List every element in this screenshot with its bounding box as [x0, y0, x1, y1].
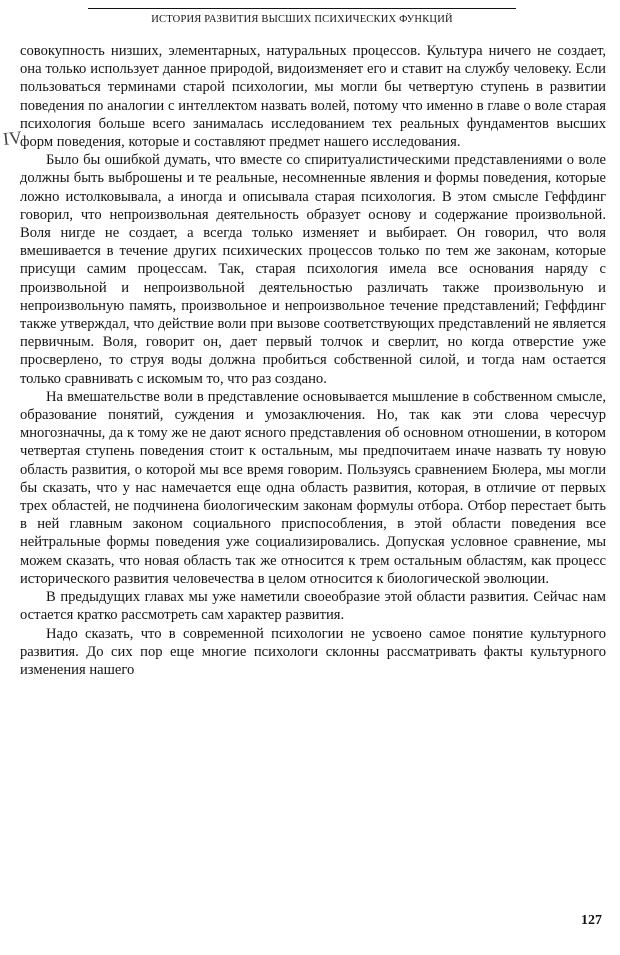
- running-header: ИСТОРИЯ РАЗВИТИЯ ВЫСШИХ ПСИХИЧЕСКИХ ФУНКЦИЙ: [151, 14, 453, 25]
- page-number: 127: [581, 913, 602, 928]
- header-rule: [88, 8, 516, 9]
- paragraph: Надо сказать, что в современной психологии не усвоено самое понятие культурного развития. До сих пор еще многие психологи склонны рассматривать факты культурного изменения нашего: [20, 625, 606, 678]
- margin-annotation: IV: [1, 127, 23, 149]
- paragraph: совокупность низших, элементарных, натуральных процессов. Культура ничего не создает, она только использует данное природой, видоизменяет его и ставит на службу человеку. Если пользоваться терминами старой психологии, мы могли бы четвертую ступень в развитии поведения по аналогии с интеллектом назвать волей, потому что именно в главе о воле старая психология больше всего занималась исследованием тех реальных фундаментов высших форм поведения, которые и составляют предмет нашего исследования.: [20, 43, 606, 151]
- paragraph: В предыдущих главах мы уже наметили своеобразие этой области развития. Сейчас нам остается кратко рассмотреть сам характер развития.: [20, 589, 606, 624]
- paragraph: На вмешательстве воли в представление основывается мышление в собственном смысле, образование понятий, суждения и умозаключения. Но, так как эти слова чересчур многозначны, да к тому же не дают ясного представления об основном отношении, в котором четвертая ступень поведения стоит к остальным, мы предпочитаем иначе назвать ту новую область развития, о которой мы все время говорим. Пользуясь сравнением Бюлера, мы могли бы сказать, что у нас намечается еще одна область развития, которая, в отличие от первых трех областей, не подчинена биологическим законам формулы отбора. Отбор перестает быть в ней главным законом социального приспособления, в этой области поведения все нейтральные формы поведения уже социализировались. Допуская условное сравнение, мы можем сказать, что новая область так же относится к трем остальным областям, как процесс исторического развития человечества в целом относится к биологической эволюции.: [20, 388, 606, 587]
- paragraph: Было бы ошибкой думать, что вместе со спиритуалистическими представлениями о воле должны быть выброшены и те реальные, несомненные явления и формы поведения, которые ложно истолковывала, а иногда и описывала старая психология. В этом смысле Геффдинг говорил, что непроизвольная деятельность образует основу и содержание произвольной. Воля нигде не создает, а всегда только изменяет и выбирает. Он говорил, что воля вмешивается в течение других психических процессов только по тем же законам, которые присущи самим процессам. Так, старая психология имела все основания наряду с произвольной и непроизвольной деятельностью различать также произвольную и непроизвольную память, произвольное и непроизвольное течение представлений; Геффдинг также утверждал, что действие воли при вызове соответствующих представлений не является первичным. Воля, говорит он, дает первый толчок и сверлит, но когда отверстие уже просверлено, то струя воды должна пробиться собственной силой, и тогда нам остается только сравнивать с искомым то, что раз создано.: [20, 152, 606, 387]
- body-text: [20, 42, 606, 679]
